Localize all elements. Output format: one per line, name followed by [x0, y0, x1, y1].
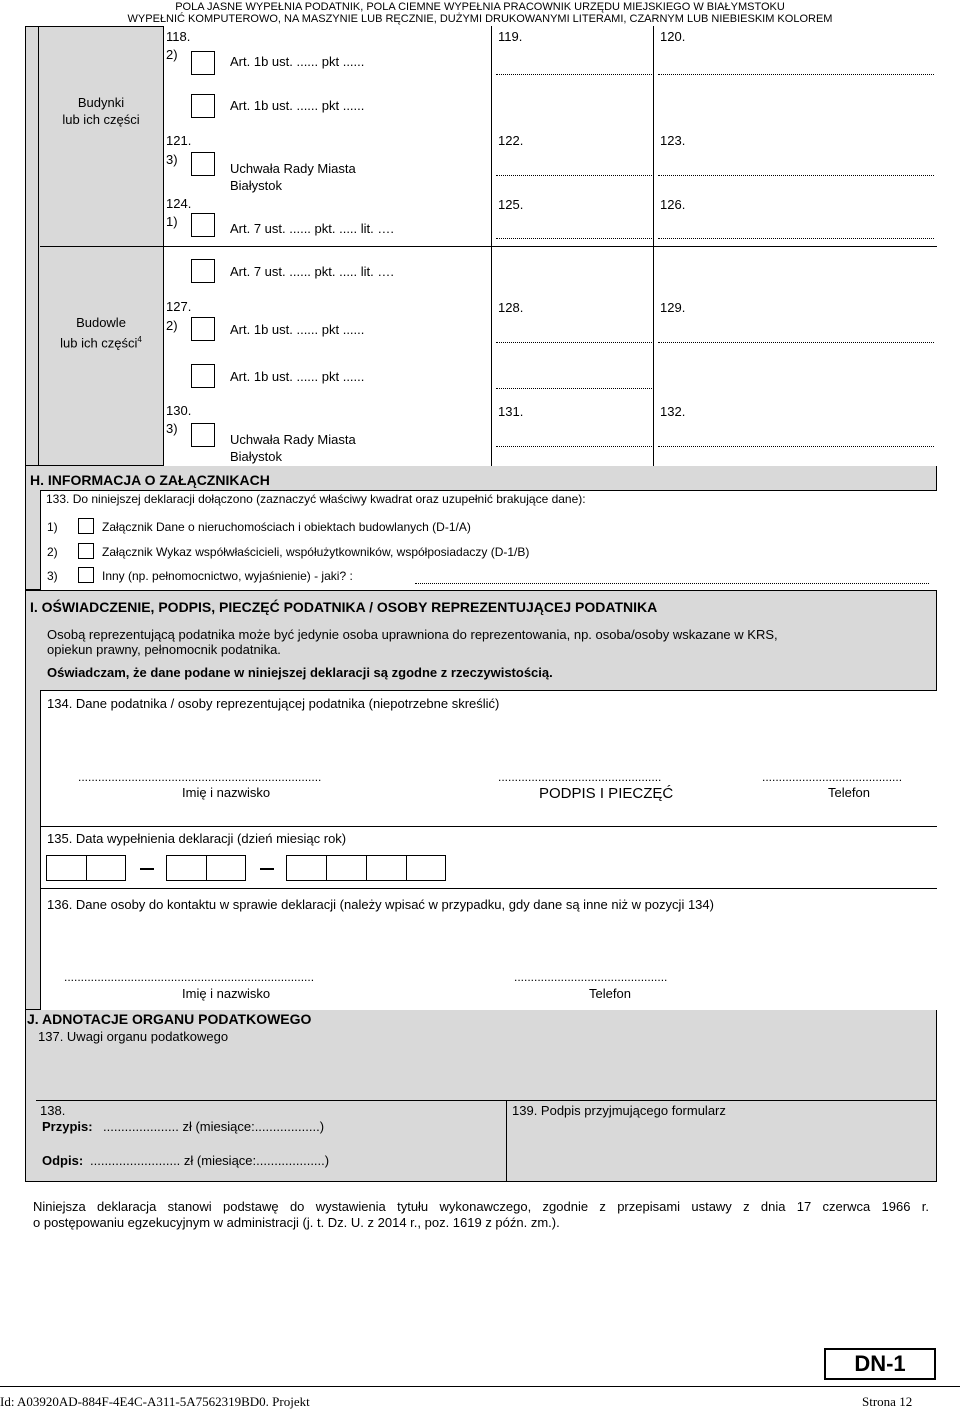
field-134-label: 134. Dane podatnika / osoby reprezentującej podatnika (niepotrzebne skreślić)	[47, 696, 500, 711]
option-marker: 3)	[166, 152, 178, 167]
odpis-value: ......................... zł (miesiące:...................)	[90, 1153, 330, 1168]
section-j-title: J. ADNOTACJE ORGANU PODATKOWEGO	[27, 1011, 312, 1027]
input-line-129[interactable]	[658, 342, 934, 343]
field-number-126: 126.	[660, 197, 686, 212]
page-number: Strona 12	[862, 1394, 913, 1409]
input-line-131[interactable]	[496, 446, 652, 447]
budowle-label-text: Budowle lub ich części	[60, 315, 138, 351]
option-label-uchwala: Uchwała Rady Miasta	[230, 432, 356, 447]
footer-rule	[0, 1386, 960, 1387]
field-number-125: 125.	[498, 197, 524, 212]
attachment-1-label: Załącznik Dane o nieruchomościach i obiektach budowlanych (D-1/A)	[102, 520, 471, 534]
attachment-2-label: Załącznik Wykaz współwłaścicieli, współużytkowników, współposiadaczy (D-1/B)	[102, 545, 530, 559]
przypis-value: ..................... zł (miesiące:..................)	[103, 1119, 325, 1134]
option-label-uchwala-city: Białystok	[230, 178, 283, 193]
input-line-122[interactable]	[496, 175, 652, 176]
contact-phone-dots[interactable]: ..............................................	[514, 970, 668, 984]
checkbox-124-art7[interactable]	[191, 213, 215, 237]
field-number-132: 132.	[660, 404, 686, 419]
option-marker: 3)	[166, 421, 178, 436]
header-line-2: WYPEŁNIĆ KOMPUTEROWO, NA MASZYNIE LUB RĘCZNIE, DUŻYMI DRUKOWANYMI LITERAMI, CZARNYM LUB NIEBIESKIM KOLOREM	[127, 13, 833, 25]
j-vertical-divider	[506, 1100, 507, 1182]
option-marker: 2)	[166, 318, 178, 333]
option-label-art1b: Art. 1b ust. ...... pkt ......	[230, 369, 365, 384]
budynki-label: Budynki lub ich części	[62, 95, 140, 127]
input-line-126[interactable]	[658, 238, 934, 239]
attachment-3-label: Inny (np. pełnomocnictwo, wyjaśnienie) - jaki? :	[102, 569, 353, 583]
date-divider	[86, 855, 87, 881]
field-number-119: 119.	[498, 29, 523, 44]
contact-phone-caption: Telefon	[589, 986, 631, 1001]
input-line-125[interactable]	[496, 238, 652, 239]
field-number-123: 123.	[660, 133, 686, 148]
field-number-118: 118.	[166, 29, 191, 44]
input-line-120[interactable]	[658, 74, 934, 75]
name-dots[interactable]: .........................................................................	[78, 770, 322, 784]
declaration-statement: Oświadczam, że dane podane w niniejszej deklaracji są zgodne z rzeczywistością.	[47, 665, 553, 680]
field-136-label: 136. Dane osoby do kontaktu w sprawie deklaracji (należy wpisać w przypadku, gdy dane są inne niż w pozycji 134)	[47, 897, 714, 912]
section-h-title: H. INFORMACJA O ZAŁĄCZNIKACH	[30, 472, 270, 488]
date-divider	[366, 855, 367, 881]
input-line-132[interactable]	[658, 446, 934, 447]
checkbox-attachment-d1b[interactable]	[78, 543, 94, 559]
left-margin-cell	[25, 26, 39, 466]
attachment-2-number: 2)	[47, 545, 58, 559]
przypis-label: Przypis:	[42, 1119, 93, 1134]
phone-caption: Telefon	[828, 785, 870, 800]
date-divider	[406, 855, 407, 881]
representation-info-line-2: opiekun prawny, pełnomocnik podatnika.	[47, 642, 281, 657]
section-i-title: I. OŚWIADCZENIE, PODPIS, PIECZĘĆ PODATNIKA / OSOBY REPREZENTUJĄCEJ PODATNIKA	[30, 599, 658, 615]
field-number-130: 130.	[166, 403, 192, 418]
field-number-122: 122.	[498, 133, 524, 148]
checkbox-118-art1b[interactable]	[191, 51, 215, 75]
field-number-121: 121.	[166, 133, 192, 148]
field-number-120: 120.	[660, 29, 686, 44]
footnote-ref: 4	[137, 335, 142, 344]
contact-name-caption: Imię i nazwisko	[182, 986, 271, 1001]
option-label-uchwala: Uchwała Rady Miasta	[230, 161, 356, 176]
option-label-art7: Art. 7 ust. ...... pkt. ..... lit. ….	[230, 221, 394, 236]
odpis-label: Odpis:	[42, 1153, 84, 1168]
field-135-label: 135. Data wypełnienia deklaracji (dzień miesiąc rok)	[47, 831, 347, 846]
input-line-123[interactable]	[658, 175, 934, 176]
checkbox-attachment-other[interactable]	[78, 567, 94, 583]
option-label-art1b: Art. 1b ust. ...... pkt ......	[230, 98, 365, 113]
date-separator	[140, 868, 154, 870]
header-line-1: POLA JASNE WYPEŁNIA PODATNIK, POLA CIEMNE WYPEŁNIA PRACOWNIK URZĘDU MIEJSKIEGO W BIAŁYMSTOKU	[175, 1, 785, 13]
option-marker: 1)	[166, 214, 178, 229]
signature-caption: PODPIS I PIECZĘĆ	[539, 785, 674, 802]
date-divider	[206, 855, 207, 881]
name-caption: Imię i nazwisko	[182, 785, 271, 800]
field-139-label: 139. Podpis przyjmującego formularz	[512, 1103, 726, 1118]
checkbox-118-art1b-alt[interactable]	[191, 94, 215, 118]
field-133-label: 133. Do niniejszej deklaracji dołączono (zaznaczyć właściwy kwadrat oraz uzupełnić brakujące dane):	[46, 492, 586, 506]
legal-note-line-1: Niniejsza deklaracja stanowi podstawę do wystawienia tytułu wykonawczego, zgodnie z przepisami ustawy z dnia 17 czerwca 1966 r.	[33, 1199, 929, 1214]
checkbox-attachment-d1a[interactable]	[78, 518, 94, 534]
field-number-128: 128.	[498, 300, 524, 315]
row-divider	[40, 246, 937, 247]
input-line-119[interactable]	[496, 74, 652, 75]
legal-note-line-2: o postępowaniu egzekucyjnym w administracji (j. t. Dz. U. z 2014 r., poz. 1619 z późn. zm.).	[33, 1215, 560, 1230]
field-138-label: 138.	[40, 1103, 66, 1118]
document-id: Id: A03920AD-884F-4E4C-A311-5A7562319BD0. Projekt	[0, 1394, 310, 1409]
attachment-1-number: 1)	[47, 520, 58, 534]
budowle-label	[40, 314, 162, 351]
field-number-131: 131.	[498, 404, 524, 419]
form-code: DN-1	[824, 1348, 936, 1380]
option-label-uchwala-city: Białystok	[230, 449, 283, 464]
date-divider	[326, 855, 327, 881]
other-attachment-input[interactable]	[415, 583, 929, 584]
checkbox-127-art1b-alt[interactable]	[191, 364, 215, 388]
option-marker: 2)	[166, 47, 178, 62]
checkbox-130-uchwala[interactable]	[191, 423, 215, 447]
checkbox-127-art1b[interactable]	[191, 317, 215, 341]
field-number-127: 127.	[166, 299, 192, 314]
input-line-128[interactable]	[496, 342, 652, 343]
representation-info-line-1: Osobą reprezentującą podatnika może być jedynie osoba uprawniona do reprezentowania, np. osoba/osoby wskazane w KRS,	[47, 627, 778, 642]
option-label-art1b: Art. 1b ust. ...... pkt ......	[230, 322, 365, 337]
signature-dots[interactable]: .................................................	[498, 770, 662, 784]
attachment-3-number: 3)	[47, 569, 58, 583]
phone-dots[interactable]: ..........................................	[762, 770, 903, 784]
option-label-art7: Art. 7 ust. ...... pkt. ..... lit. ….	[230, 264, 394, 279]
checkbox-121-uchwala[interactable]	[191, 152, 215, 176]
checkbox-127-art7[interactable]	[191, 259, 215, 283]
contact-name-dots[interactable]: ...........................................................................	[64, 970, 315, 984]
field-number-129: 129.	[660, 300, 686, 315]
input-line-128-alt[interactable]	[496, 388, 652, 389]
j-divider	[36, 1100, 937, 1101]
field-137-label: 137. Uwagi organu podatkowego	[38, 1029, 229, 1044]
field-number-124: 124.	[166, 196, 192, 211]
option-label-art1b: Art. 1b ust. ...... pkt ......	[230, 54, 365, 69]
date-separator	[260, 868, 274, 870]
